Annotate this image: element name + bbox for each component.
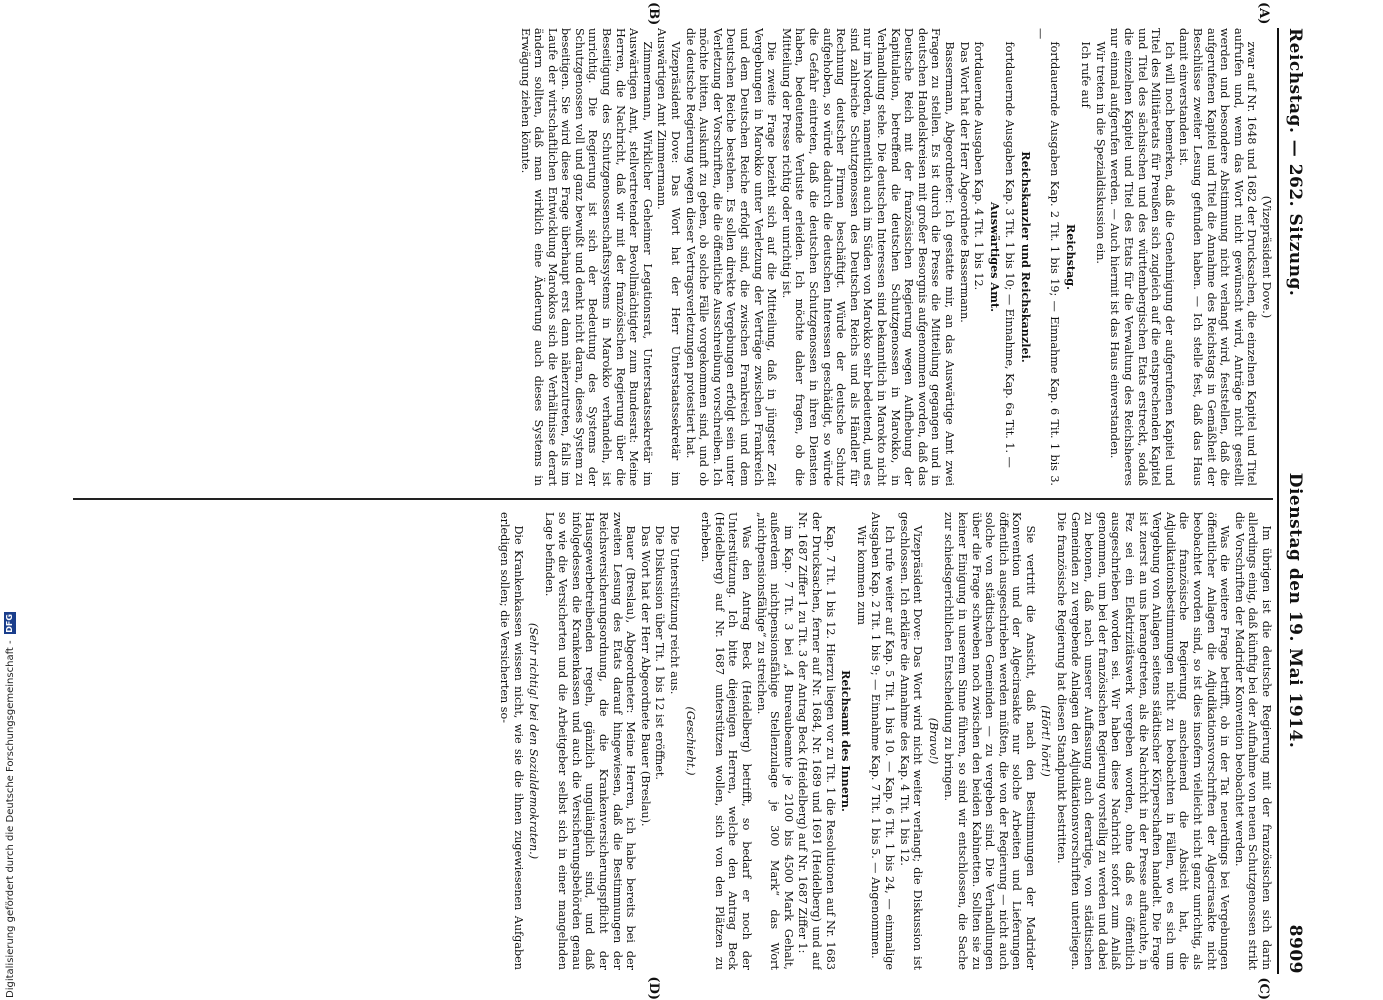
paragraph: Wir kommen zum xyxy=(854,525,868,626)
paragraph: Im übrigen ist die deutsche Regierung mit der französischen sich darin allerdings einig, daß künftig bei der Aufnahme von neuen Schutzgenossen strikt die Vorschriften der Madrider Konvention beobachtet werden. xyxy=(1232,512,1273,970)
section-heading: Reichstag. xyxy=(1063,223,1078,291)
rotated-page-container xyxy=(55,0,1315,1000)
paragraph: Ich will noch bemerken, daß die Genehmigung der aufgerufenen Kapitel und Titel des Militäretats für Preußen sich zugleich auf die entsprechenden Kapitel und Titel des sächsischen und des württembergischen Etats erstreckt, sodaß die einzelnen Kapitel und Titel des Etats für die Verwaltung des Reichsheeres nur einmal aufgerufen werden. — Auch hiermit ist das Haus einverstanden. xyxy=(1108,28,1176,486)
interjection: (Geschieht.) xyxy=(683,706,697,776)
paragraph: Die Krankenkassen wissen nicht, wie sie die ihnen zugewiesenen Aufgaben erledigen sollen; die Versicherten so- xyxy=(497,512,525,970)
section-heading: Reichskanzler und Reichskanzlei. xyxy=(1018,151,1033,363)
margin-letter-b: (B) xyxy=(646,2,661,26)
dfg-logo: DFG xyxy=(5,614,14,633)
paragraph: Ich rufe auf xyxy=(1079,41,1093,108)
text-columns xyxy=(73,2,1273,1000)
interjection: (Hört! hört!) xyxy=(1039,705,1053,777)
paragraph: fortdauernde Ausgaben Kap. 3 Tit. 1 bis 10; — Einnahme, Kap. 6a Tit. 1. — xyxy=(1003,41,1017,468)
paragraph: Die Unterstützung reicht aus. xyxy=(668,525,682,695)
paragraph: Die Diskussion über Tit. 1 bis 12 ist eröffnet. xyxy=(653,525,667,780)
right-column xyxy=(73,504,1273,970)
speaker-note: (Vizepräsident Dove.) xyxy=(1260,195,1273,319)
left-column xyxy=(73,28,1273,494)
paragraph: Bauer (Breslau), Abgeordneter: Meine Herren, ich habe bereits bei der zweiten Lesung des Etats darauf hingewiesen, daß die Bestimmungen der Reichsversicherungsordnung, die die Krankenversicherungspflicht der Hausgewerbetreibenden regeln, gänzlich ungulänglich sind, und daß infolgedessen die Krankenkassen und auch die Versicherungsbehörden genau so wie die Versicherten und die Arbeitgeber selbst sich in einer mangelnden Lage befinden. xyxy=(542,512,638,970)
section-heading: Reichsamt des Innern. xyxy=(839,670,854,812)
paragraph: Kap. 7 Tit. 1 bis 12. Hierzu liegen vor zu Tit. 1 die Resolutionen auf Nr. 1683 der Drucksachen, ferner auf Nr. 1684, Nr. 1689 und 1691 (Heidelberg) und auf Nr. 1687 Ziffer 1 zu Tit. 3 der Antrag Beck (Heidelberg) auf Nr. 1687 Ziffer 1: xyxy=(796,512,837,970)
paragraph: im Kap. 7 Tit. 3 bei „4 Bureaubeamte je 2100 bis 4500 Mark Gehalt, außerdem nichtpensionsfähige Stellenzulage je 300 Mark“ das Wort „nichtpensionsfähige“ zu streichen. xyxy=(754,512,795,970)
paragraph: Die zweite Frage bezieht sich auf die Mitteilung, daß in jüngster Zeit Vergebungen in Marokko unter Verletzung der Verträge zwischen Frankreich und dem Deutschen Reiche erfolgt sind, die zwischen Frankreich und dem Deutschen Reiche bestehen. Es sollen direkte Vergebungen erfolgt sein unter Verletzung der Vorschriften, die die öffentliche Ausschreibung vorschreiben. Ich möchte bitten, Auskunft zu geben, ob solche Fälle vorgekommen sind, und ob die deutsche Regierung wegen dieser Vertragsverletzungen protestiert hat. xyxy=(683,28,779,486)
paragraph: Vizepräsident Dove: Das Wort hat der Herr Unterstaatssekretär im Auswärtigen Amt Zimmermann. xyxy=(655,28,683,486)
paragraph: Sie vertritt die Ansicht, daß nach den Bestimmungen der Madrider Konvention und der Algecirasakte nur solche Arbeiten und Lieferungen öffentlich ausgeschrieben werden müßten, die von der Regierung — nicht auch solche von städtischen Gemeinden — zu vergeben sind. Die Verhandlungen über die Frage schweben noch zwischen den beiden Kabinetten. Sollten sie zu keiner Einigung in unserem Sinne führen, so sind wir entschlossen, die Sache zur schiedsgerichtlichen Entscheidung zu bringen. xyxy=(942,512,1037,970)
section-heading: Auswärtiges Amt. xyxy=(987,201,1002,313)
paragraph: zwar auf Nr. 1648 und 1682 der Drucksachen, die einzelnen Kapitel und Titel aufrufen und, wenn das Wort nicht gewünscht wird, Anträge nicht gestellt werden und besondere Abstimmung nicht verlangt wird, feststellen, daß die aufgerufenen Kapitel und Titel die Annahme des Reichstags in Gemäßheit der Beschlüsse zweiter Lesung gefunden haben. — Ich stelle fest, daß das Haus damit einverstanden ist. xyxy=(1177,28,1259,486)
digitization-credit xyxy=(4,612,16,998)
paragraph: Vizepräsident Dove: Das Wort wird nicht weiter verlangt; die Diskussion ist geschlossen. Ich erkläre die Annahme des Kap. 4 Tit. 1 bis 12. xyxy=(897,512,925,970)
running-header xyxy=(1277,28,1305,974)
header-left: Reichstag. — 262. Sitzung. xyxy=(1285,28,1305,297)
paragraph: Zimmermann, Wirklicher Geheimer Legationsrat, Unterstaatssekretär im Auswärtigen Amt, stellvertretender Bevollmächtigter zum Bundesrat: Meine Herren, die Nachricht, daß wir mit der französischen Regierung über die Beseitigung des Schutzgenossenschaftssystems in Marokko verhandeln, ist unrichtig. Die Regierung ist sich der Bedeutung des Systems der Schutzgenossen voll und ganz bewußt und denkt nicht daran, dieses System zu beseitigen. Sie wird diese Frage überhaupt erst dann näherzutreten, falls im Laufe der wirtschaftlichen Entwicklung Marokkos sich die Verhältnisse derart ändern sollten, daß man wirklich eine Änderung auch dieses Systems in Erwägung ziehen könnte. xyxy=(518,28,654,486)
margin-letter-c: (C) xyxy=(1256,977,1271,1000)
paragraph: Ich rufe weiter auf Kap. 5 Tit. 1 bis 10. — Kap. 6 Tit. 1 bis 24, — einmalige Ausgaben Kap. 2 Tit. 1 bis 9; — Einnahme Kap. 7 Tit. 1 bis 5. — Angenommen. xyxy=(869,512,896,970)
margin-letter-d: (D) xyxy=(646,976,661,1000)
paragraph: fortdauernde Ausgaben Kap. 4 Tit. 1 bis 12. xyxy=(972,41,986,291)
paragraph: Das Wort hat der Herr Abgeordnete Bassermann. xyxy=(957,41,971,323)
interjection: (Bravo!) xyxy=(926,717,940,765)
header-date: Dienstag den 19. Mai 1914. xyxy=(1285,472,1305,749)
column-divider xyxy=(73,498,1273,500)
paragraph: Was die weitere Frage betrifft, ob in der Tat neuerdings bei Vergebungen öffentlicher Anlagen die Adjudikationsvorschriften der Algecirasakte nicht beobachtet worden sind, so ist dies insofern vielleicht nicht ganz unrichtig, als die französische Regierung anscheinend die Absicht hat, die Adjudikationsbestimmungen nicht zu beobachten in Fällen, wo es sich um Vergebung von Anlagen seitens städtischer Körperschaften handelt. Die Frage ist zuerst an uns herangetreten, als die Nachricht in der Presse auftauchte, in Fez sei ein Elektrizitätswerk vergeben worden, ohne daß es öffentlich ausgeschrieben worden sei. Wir haben diese Nachricht sofort zum Anlaß genommen, um bei der französischen Regierung vorstellig zu werden und dabei zu betonen, daß nach unserer Auffassung auch derartige, von städtischen Gemeinden zu vergebende Anlagen den Adjudikationsvorschriften unterliegen. Die französische Regierung hat diesen Standpunkt bestritten. xyxy=(1055,512,1232,970)
newspaper-page xyxy=(55,0,1315,1000)
paragraph: Bassermann, Abgeordneter: Ich gestatte mir, an das Auswärtige Amt zwei Fragen zu stellen. Es ist durch die Presse die Mitteilung gegangen und in deutschen Handelskreisen mit großer Besorgnis aufgenommen worden, daß das Deutsche Reich mit der französischen Regierung wegen Aufhebung der Kapitulation, betreffend die deutschen Schutzgenossen in Marokko, in Verhandlung stehe. Die deutschen Interessen sind bekanntlich in Marokto nicht nur im Norden, namentlich auch im Süden von Marokko sehr bedeutend, und es sind zahlreiche Schutzgenossen des Deutschen Reichs und als Händler für Rechnung deutscher Firmen beschäftigt. Würde der deutsche Schutz aufgehoben, so würde dadurch die deutschen Interessen geschädigt, so würde die Gefahr eintreten, daß die deutschen Schutzgenossen in ihren Diensten haben, bedeutende Verluste erleiden. Ich möchte daher fragen, ob die Mitteilung der Presse richtig oder unrichtig ist. xyxy=(779,28,956,486)
credit-text: Digitalisierung gefördert durch die Deutsche Forschungsgemeinschaft - xyxy=(4,640,16,998)
paragraph: fortdauernde Ausgaben Kap. 2 Tit. 1 bis 19; — Einnahme Kap. 6 Tit. 1 bis 3. — xyxy=(1034,28,1062,486)
paragraph: Was den Antrag Beck (Heidelberg) betrifft, so bedarf er noch der Unterstützung. Ich bitte diejenigen Herren, welche den Antrag Beck (Heidelberg) auf Nr. 1687 unterstützen wollen, sich von den Plätzen zu erheben. xyxy=(699,512,754,970)
paragraph: Wir treten in die Spezialdiskussion ein. xyxy=(1093,41,1107,264)
paragraph: Das Wort hat der Herr Abgeordnete Bauer (Breslau). xyxy=(638,525,652,827)
page-number: 8909 xyxy=(1285,924,1305,974)
margin-letter-a: (A) xyxy=(1256,2,1271,25)
interjection: (Sehr richtig! bei den Sozialdemokraten.) xyxy=(527,622,541,860)
